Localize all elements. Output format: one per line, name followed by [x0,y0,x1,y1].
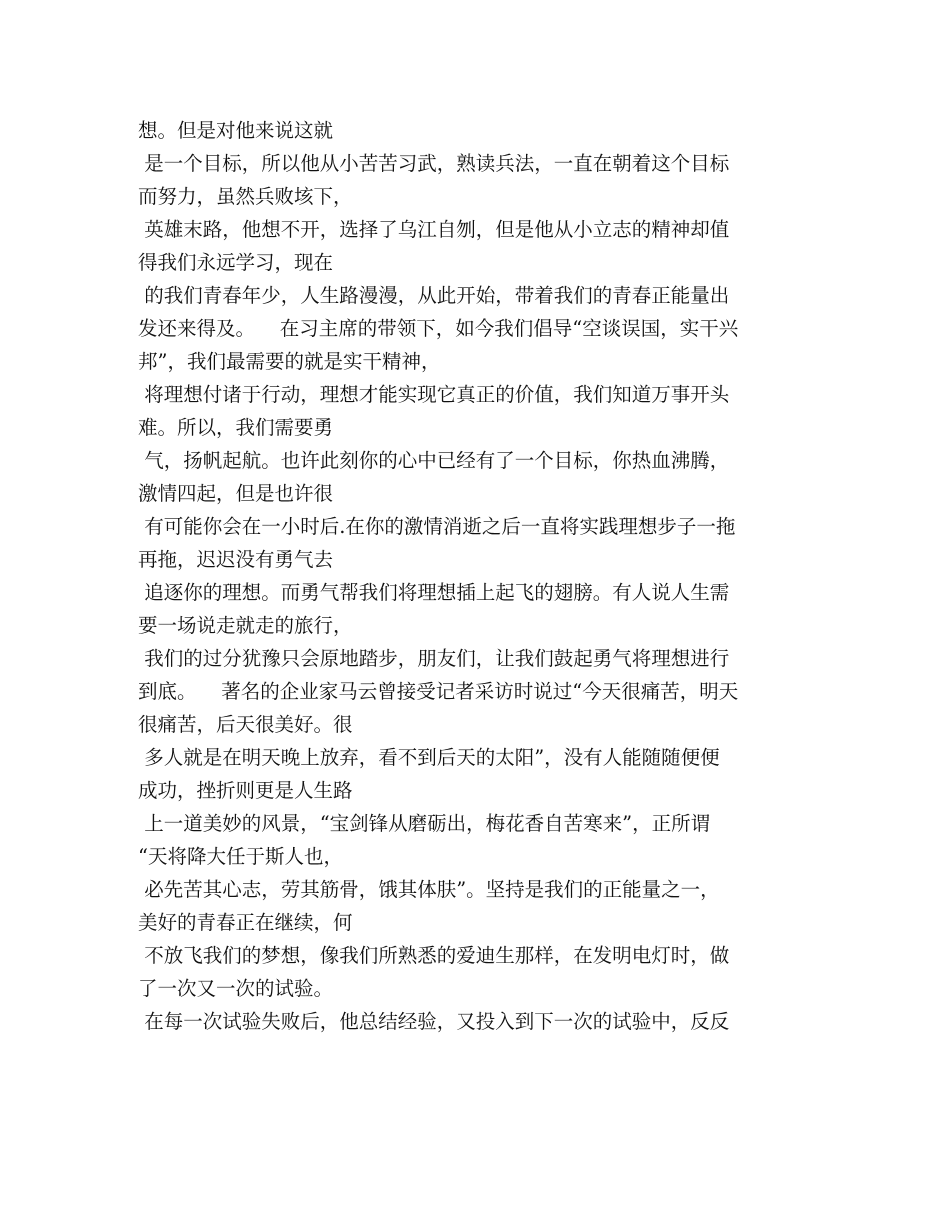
document-body [138,114,818,1038]
text-line: 在每一次试验失败后，他总结经验，又投入到下一次的试验中，反反 [138,1010,730,1033]
text-line: 我们的过分犹豫只会原地踏步，朋友们，让我们鼓起勇气将理想进行 [138,647,730,670]
text-line: 难。所以，我们需要勇 [138,416,334,439]
text-line: 了一次又一次的试验。 [138,977,334,1000]
text-line: 的我们青春年少，人生路漫漫，从此开始，带着我们的青春正能量出 [138,284,730,307]
text-line: 发还来得及。 在习主席的带领下，如今我们倡导“空谈误国，实干兴 [138,317,739,340]
text-line: 再拖，迟迟没有勇气去 [138,548,334,571]
text-line: 想。但是对他来说这就 [138,119,334,142]
text-line: 成功，挫折则更是人生路 [138,779,353,802]
text-line: 气，扬帆起航。也许此刻你的心中已经有了一个目标，你热血沸腾， [138,449,730,472]
text-line: 有可能你会在一小时后.在你的激情消逝之后一直将实践理想步子一拖 [138,515,736,538]
text-line: 邦”，我们最需要的就是实干精神， [138,350,441,373]
text-line: 美好的青春正在继续，何 [138,911,353,934]
text-line: 要一场说走就走的旅行， [138,614,353,637]
text-line: 追逐你的理想。而勇气帮我们将理想插上起飞的翅膀。有人说人生需 [138,581,730,604]
text-line: 多人就是在明天晚上放弃，看不到后天的太阳”，没有人能随随便便 [138,746,720,769]
text-line: “天将降大任于斯人也， [138,845,343,868]
text-line: 将理想付诸于行动，理想才能实现它真正的价值，我们知道万事开头 [138,383,730,406]
text-line: 必先苦其心志，劳其筋骨，饿其体肤”。坚持是我们的正能量之一， [138,878,720,901]
text-line: 英雄末路，他想不开，选择了乌江自刎，但是他从小立志的精神却值 [138,218,730,241]
text-line: 上一道美妙的风景，“宝剑锋从磨砺出，梅花香自苦寒来”，正所谓 [138,812,711,835]
text-line: 得我们永远学习，现在 [138,251,334,274]
text-line: 很痛苦，后天很美好。很 [138,713,353,736]
text-line: 到底。 著名的企业家马云曾接受记者采访时说过“今天很痛苦，明天 [138,680,739,703]
text-line: 而努力，虽然兵败垓下， [138,185,353,208]
text-line: 激情四起，但是也许很 [138,482,334,505]
text-line: 是一个目标，所以他从小苦苦习武，熟读兵法，一直在朝着这个目标 [138,152,730,175]
text-line: 不放飞我们的梦想，像我们所熟悉的爱迪生那样，在发明电灯时，做 [138,944,730,967]
